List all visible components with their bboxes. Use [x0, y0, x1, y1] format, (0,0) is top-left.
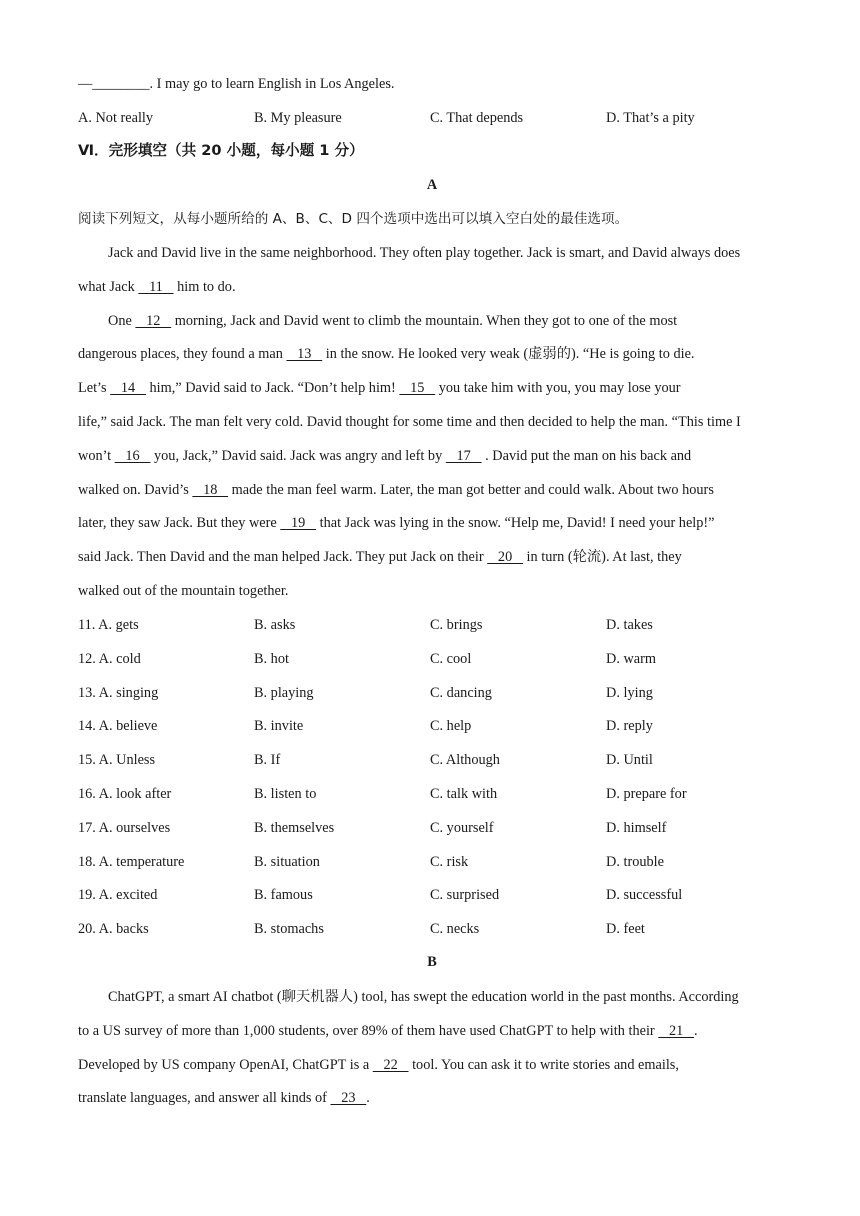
passage-text: you, Jack,” David said. Jack was angry and left by	[150, 447, 446, 464]
answer-blank[interactable]: 21	[658, 1022, 695, 1039]
part-a-title: A	[426, 177, 438, 193]
question-option-a: 19. A. excited	[78, 887, 158, 904]
question-option-a: 15. A. Unless	[78, 752, 156, 769]
question-option: D. warm	[606, 650, 657, 667]
passage-text: dangerous places, they found a man	[78, 346, 287, 363]
question-option: B. invite	[254, 718, 304, 735]
question-option: B. situation	[254, 853, 320, 870]
option-a: A. Not really	[78, 110, 154, 126]
passage-text: later, they saw Jack. But they were	[78, 515, 281, 532]
passage-a-line	[78, 581, 288, 601]
passage-text: in turn (轮流). At last, they	[522, 549, 682, 566]
question-option: B. hot	[254, 650, 289, 667]
question-option: B. asks	[254, 617, 296, 633]
passage-text: what Jack	[78, 278, 139, 295]
passage-text: Let’s	[78, 380, 111, 397]
question-option: C. dancing	[430, 684, 492, 701]
question-option: B. famous	[254, 887, 313, 904]
passage-b-line	[78, 1088, 370, 1108]
prev-question-prompt: —________. I may go to learn English in Los Angeles.	[78, 76, 395, 92]
option-d: D. That’s a pity	[606, 110, 695, 126]
passage-text: Jack and David live in the same neighborhood. They often play together. Jack is smart, and David always does	[108, 245, 741, 261]
question-option: B. If	[254, 752, 281, 769]
passage-text: ChatGPT, a smart AI chatbot (聊天机器人) tool, has swept the education world in the past months. According	[108, 989, 739, 1005]
question-option: C. risk	[430, 853, 469, 870]
answer-blank[interactable]: 15	[399, 380, 436, 397]
passage-a-line	[78, 547, 682, 567]
passage-text: in the snow. He looked very weak (虚弱的). “He is going to die.	[322, 346, 695, 363]
passage-a-line	[78, 513, 715, 533]
passage-a-line	[78, 311, 677, 331]
answer-blank[interactable]: 20	[487, 549, 523, 566]
passage-b-line	[78, 1021, 698, 1041]
question-option: C. Although	[430, 752, 500, 769]
passage-text: him,” David said to Jack. “Don’t help him!	[145, 380, 400, 397]
question-option-a: 14. A. believe	[78, 718, 158, 735]
question-option: D. lying	[606, 684, 653, 701]
answer-blank[interactable]: 19	[280, 515, 317, 532]
question-option: C. surprised	[430, 887, 500, 904]
question-option-a: 18. A. temperature	[78, 853, 185, 870]
passage-a-line	[78, 344, 695, 364]
question-option: B. stomachs	[254, 921, 324, 938]
passage-b-line	[78, 987, 739, 1007]
answer-blank[interactable]: 13	[286, 346, 323, 363]
question-option-a: 11. A. gets	[78, 617, 139, 633]
question-option: D. Until	[606, 752, 653, 769]
section-heading: Ⅵ．完形填空（共 20 小题，每小题 1 分）	[78, 142, 364, 159]
question-option: D. takes	[606, 617, 653, 633]
answer-blank[interactable]: 12	[135, 312, 172, 329]
question-option-a: 20. A. backs	[78, 921, 149, 938]
question-option: C. necks	[430, 921, 480, 938]
passage-b-line	[78, 1055, 679, 1075]
passage-text: him to do.	[173, 278, 236, 295]
question-option: B. themselves	[254, 819, 335, 836]
passage-text: morning, Jack and David went to climb the mountain. When they got to one of the most	[171, 312, 678, 329]
question-option: D. reply	[606, 718, 653, 735]
passage-text: .	[366, 1090, 370, 1107]
passage-text: . David put the man on his back and	[481, 447, 692, 464]
question-option: C. brings	[430, 617, 483, 633]
question-option-a: 17. A. ourselves	[78, 819, 171, 836]
question-option: C. cool	[430, 650, 472, 667]
option-b: B. My pleasure	[254, 110, 342, 126]
answer-blank[interactable]: 18	[192, 481, 229, 498]
passage-text: .	[694, 1022, 698, 1039]
passage-a-line	[78, 446, 691, 466]
passage-text: that Jack was lying in the snow. “Help me, David! I need your help!”	[316, 515, 715, 532]
question-option: D. himself	[606, 819, 667, 836]
passage-text: made the man feel warm. Later, the man got better and could walk. About two hours	[228, 481, 714, 498]
passage-text: walked on. David’s	[78, 481, 193, 498]
passage-text: to a US survey of more than 1,000 students, over 89% of them have used ChatGPT to help with their	[78, 1022, 659, 1039]
passage-text: said Jack. Then David and the man helped Jack. They put Jack on their	[78, 549, 488, 566]
answer-blank[interactable]: 22	[372, 1056, 409, 1073]
passage-text: One	[108, 312, 136, 329]
passage-text: tool. You can ask it to write stories and emails,	[408, 1056, 679, 1073]
option-c: C. That depends	[430, 110, 524, 126]
passage-a-line	[78, 378, 681, 398]
question-option: D. trouble	[606, 853, 664, 870]
question-option: D. feet	[606, 921, 645, 938]
instruction-text: 阅读下列短文，从每小题所给的 A、B、C、D 四个选项中选出可以填入空白处的最佳选项。	[78, 211, 629, 227]
answer-blank[interactable]: 14	[110, 380, 146, 397]
question-option: C. help	[430, 718, 472, 735]
question-option-a: 12. A. cold	[78, 650, 141, 667]
question-option: B. listen to	[254, 786, 317, 802]
question-option-a: 13. A. singing	[78, 684, 159, 701]
question-option: C. talk with	[430, 786, 498, 802]
question-option: D. successful	[606, 887, 683, 904]
passage-a-line	[78, 277, 236, 297]
answer-blank[interactable]: 17	[445, 447, 482, 464]
question-option: B. playing	[254, 684, 314, 701]
passage-a-line	[78, 412, 741, 432]
answer-blank[interactable]: 23	[330, 1090, 367, 1107]
passage-a-line	[78, 243, 740, 263]
passage-text: life,” said Jack. The man felt very cold. David thought for some time and then decided to help the man. “This time I	[78, 414, 741, 430]
answer-blank[interactable]: 11	[138, 278, 174, 295]
passage-text: Developed by US company OpenAI, ChatGPT is a	[78, 1056, 373, 1073]
question-option-a: 16. A. look after	[78, 786, 172, 802]
passage-text: walked out of the mountain together.	[78, 583, 289, 599]
part-b-title: B	[427, 954, 437, 970]
question-option: C. yourself	[430, 819, 494, 836]
passage-text: translate languages, and answer all kinds of	[78, 1090, 331, 1107]
passage-text: won’t	[78, 447, 115, 464]
question-option: D. prepare for	[606, 786, 687, 802]
passage-text: you take him with you, you may lose your	[435, 380, 681, 397]
answer-blank[interactable]: 16	[114, 447, 151, 464]
passage-a-line	[78, 480, 714, 500]
